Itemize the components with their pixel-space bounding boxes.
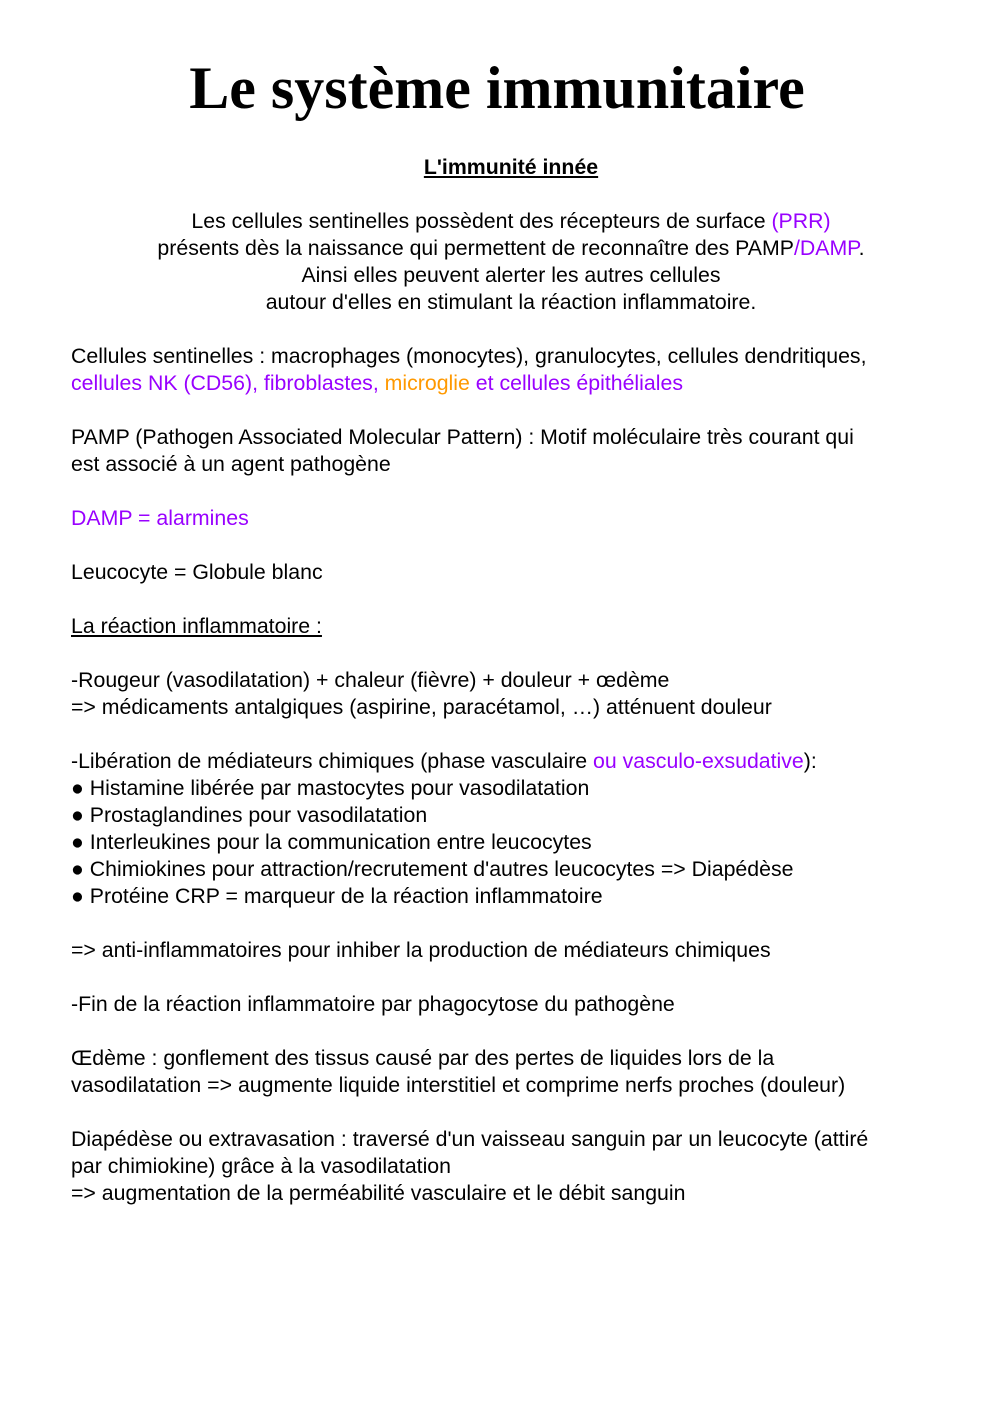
prr-highlight: (PRR) bbox=[771, 209, 831, 233]
intro-text: Les cellules sentinelles possèdent des récepteurs de surface bbox=[191, 209, 772, 233]
pamp-line-1: PAMP (Pathogen Associated Molecular Pattern) : Motif moléculaire très courant qui bbox=[71, 425, 854, 449]
mediators-intro bbox=[71, 748, 951, 775]
mediators-intro-text: -Libération de médiateurs chimiques (phase vasculaire bbox=[71, 749, 594, 773]
intro-text: présents dès la naissance qui permettent de reconnaître des PAMP bbox=[157, 236, 794, 260]
vasculo-exsudative-highlight: ou vasculo-exsudative bbox=[593, 749, 804, 773]
spacer bbox=[71, 640, 951, 667]
diapedese-paragraph bbox=[71, 1126, 951, 1207]
intro-line-4: autour d'elles en stimulant la réaction inflammatoire. bbox=[265, 290, 757, 314]
intro-line-2 bbox=[71, 235, 951, 262]
anti-inflammatory-line: => anti-inflammatoires pour inhiber la production de médiateurs chimiques bbox=[71, 938, 771, 962]
intro-text: . bbox=[858, 236, 865, 260]
sentinels-purple-text: et cellules épithéliales bbox=[469, 371, 683, 395]
end-reaction-line: -Fin de la réaction inflammatoire par phagocytose du pathogène bbox=[71, 992, 675, 1016]
list-item: ● Protéine CRP = marqueur de la réaction inflammatoire bbox=[71, 884, 603, 908]
spacer bbox=[71, 721, 951, 748]
sentinels-line-2 bbox=[71, 370, 951, 397]
oedeme-line-2: vasodilatation => augmente liquide interstitiel et comprime nerfs proches (douleur) bbox=[71, 1073, 846, 1097]
list-item: ● Chimiokines pour attraction/recrutement d'autres leucocytes => Diapédèse bbox=[71, 857, 794, 881]
document-title: Le système immunitaire bbox=[189, 55, 805, 121]
spacer bbox=[71, 1099, 951, 1126]
mediators-section bbox=[71, 748, 951, 910]
document-body bbox=[71, 154, 951, 1207]
damp-definition: DAMP = alarmines bbox=[71, 506, 249, 530]
oedeme-paragraph bbox=[71, 1045, 951, 1099]
list-item: ● Histamine libérée par mastocytes pour vasodilatation bbox=[71, 776, 590, 800]
spacer bbox=[71, 1018, 951, 1045]
signs-line-1: -Rougeur (vasodilatation) + chaleur (fièvre) + douleur + œdème bbox=[71, 668, 670, 692]
spacer bbox=[71, 397, 951, 424]
spacer bbox=[71, 910, 951, 937]
leucocyte-definition: Leucocyte = Globule blanc bbox=[71, 560, 323, 584]
signs-line-2: => médicaments antalgiques (aspirine, paracétamol, …) atténuent douleur bbox=[71, 695, 772, 719]
intro-paragraph bbox=[71, 208, 951, 316]
oedeme-line-1: Œdème : gonflement des tissus causé par des pertes de liquides lors de la bbox=[71, 1046, 775, 1070]
pamp-paragraph bbox=[71, 424, 951, 478]
spacer bbox=[71, 586, 951, 613]
diapedese-line-1: Diapédèse ou extravasation : traversé d'un vaisseau sanguin par un leucocyte (attiré bbox=[71, 1127, 869, 1151]
signs-paragraph bbox=[71, 667, 951, 721]
sentinels-paragraph bbox=[71, 343, 951, 397]
mediators-intro-text: ): bbox=[803, 749, 817, 773]
list-item: ● Interleukines pour la communication entre leucocytes bbox=[71, 830, 592, 854]
section-subtitle bbox=[71, 154, 951, 181]
subtitle-text: L'immunité innée bbox=[423, 155, 599, 179]
damp-highlight: /DAMP bbox=[793, 236, 859, 260]
inflammation-heading-text: La réaction inflammatoire : bbox=[71, 614, 322, 638]
spacer bbox=[71, 316, 951, 343]
pamp-line-2: est associé à un agent pathogène bbox=[71, 452, 391, 476]
inflammation-heading bbox=[71, 613, 951, 640]
intro-line-1 bbox=[71, 208, 951, 235]
list-item: ● Prostaglandines pour vasodilatation bbox=[71, 803, 428, 827]
diapedese-line-3: => augmentation de la perméabilité vasculaire et le débit sanguin bbox=[71, 1181, 686, 1205]
sentinels-line-1: Cellules sentinelles : macrophages (monocytes), granulocytes, cellules dendritiques, bbox=[71, 344, 867, 368]
microglie-highlight: microglie bbox=[384, 371, 470, 395]
spacer bbox=[71, 532, 951, 559]
spacer bbox=[71, 181, 951, 208]
intro-line-3: Ainsi elles peuvent alerter les autres cellules bbox=[301, 263, 721, 287]
spacer bbox=[71, 478, 951, 505]
sentinels-purple-text: cellules NK (CD56), fibroblastes, bbox=[71, 371, 385, 395]
spacer bbox=[71, 964, 951, 991]
diapedese-line-2: par chimiokine) grâce à la vasodilatation bbox=[71, 1154, 451, 1178]
